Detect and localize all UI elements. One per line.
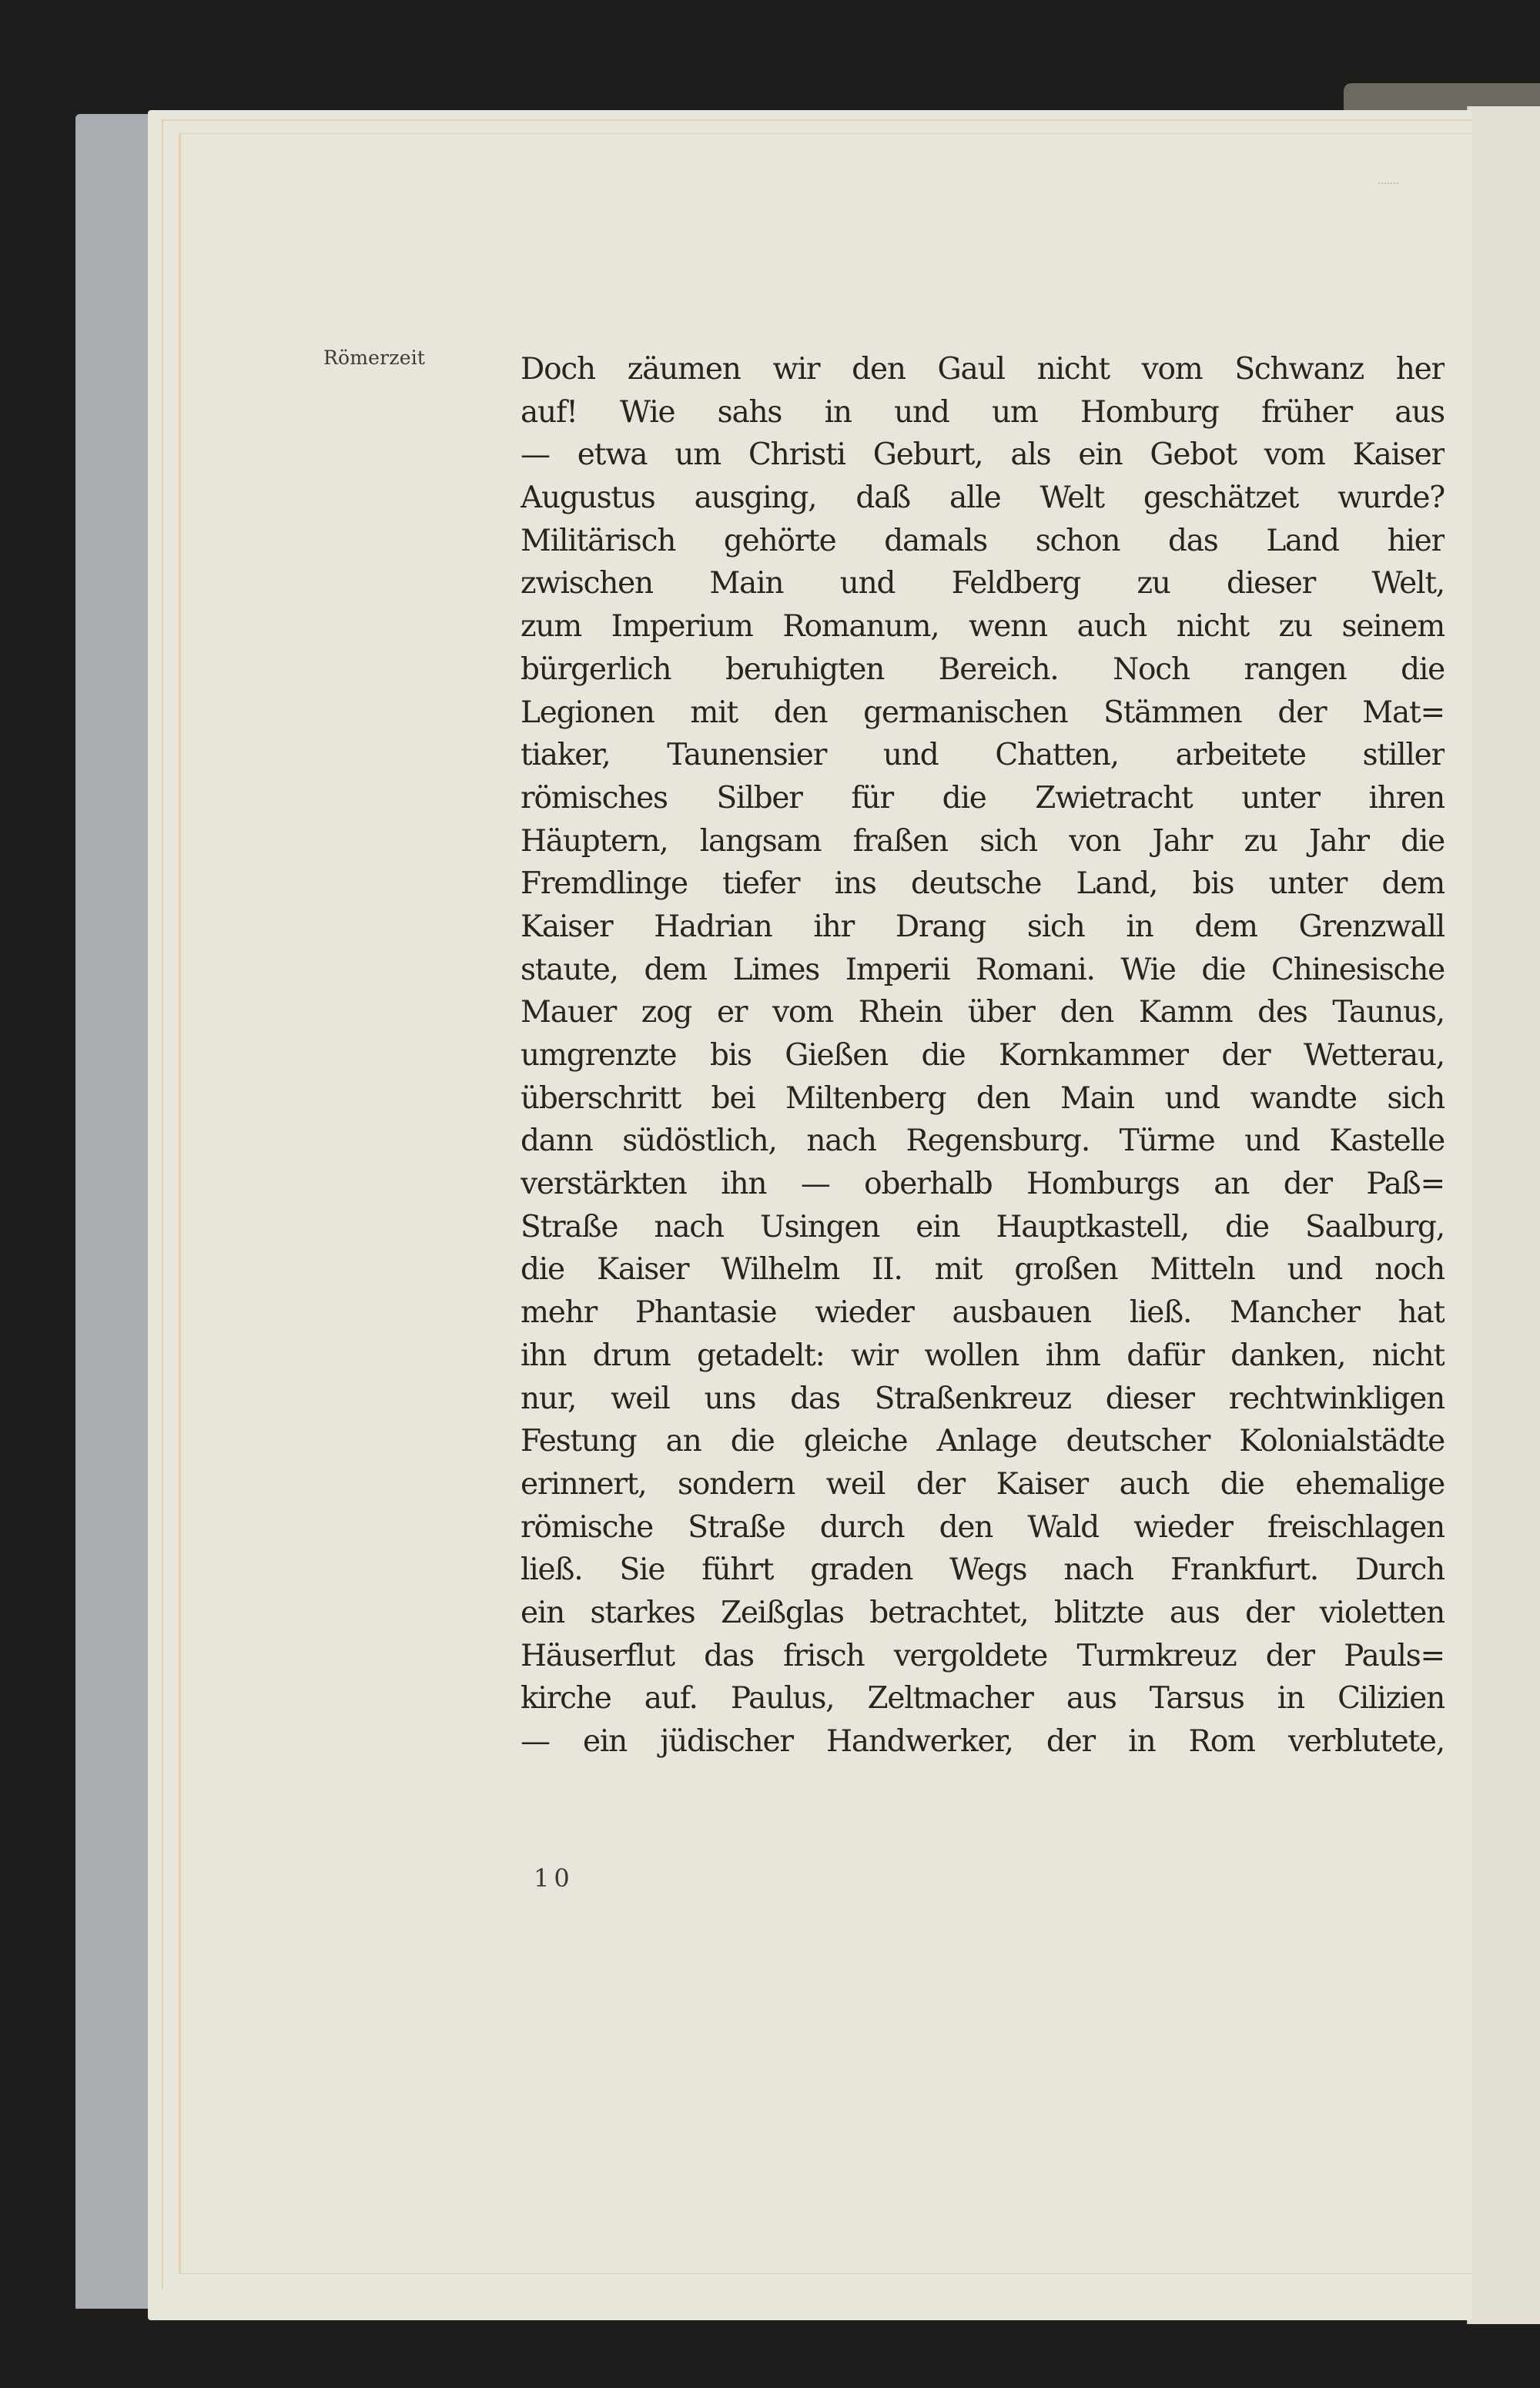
- next-page-edge: [1467, 106, 1540, 2324]
- text-line: mehr Phantasie wieder ausbauen ließ. Mancher hat: [521, 1295, 1445, 1331]
- text-line: überschritt bei Miltenberg den Main und wandte sich: [521, 1080, 1445, 1116]
- text-line: Doch zäumen wir den Gaul nicht vom Schwanz her: [521, 352, 1445, 387]
- text-line: umgrenzte bis Gießen die Kornkammer der Wetterau,: [521, 1038, 1445, 1073]
- text-line: ihn drum getadelt: wir wollen ihm dafür danken, nicht: [521, 1338, 1445, 1373]
- text-line: erinnert, sondern weil der Kaiser auch die ehemalige: [521, 1466, 1445, 1502]
- text-line: die Kaiser Wilhelm II. mit großen Mitteln und noch: [521, 1252, 1445, 1288]
- text-line: zum Imperium Romanum, wenn auch nicht zu seinem: [521, 609, 1445, 645]
- text-line: zwischen Main und Feldberg zu dieser Welt,: [521, 566, 1445, 601]
- text-line: staute, dem Limes Imperii Romani. Wie die Chinesische: [521, 952, 1445, 987]
- text-line: Mauer zog er vom Rhein über den Kamm des Taunus,: [521, 995, 1445, 1030]
- text-line: Straße nach Usingen ein Hauptkastell, die Saalburg,: [521, 1209, 1445, 1244]
- page-number: 10: [534, 1864, 574, 1893]
- text-line: Häuptern, langsam fraßen sich von Jahr zu Jahr die: [521, 823, 1445, 859]
- text-line: Augustus ausging, daß alle Welt geschätzet wurde?: [521, 481, 1445, 516]
- body-text: [521, 348, 1445, 1763]
- text-line: kirche auf. Paulus, Zeltmacher aus Tarsus in Cilizien: [521, 1681, 1445, 1716]
- pencil-mark: [1378, 173, 1398, 184]
- text-line: dann südöstlich, nach Regensburg. Türme und Kastelle: [521, 1124, 1445, 1159]
- text-line: ließ. Sie führt graden Wegs nach Frankfurt. Durch: [521, 1552, 1445, 1588]
- text-line: Fremdlinge tiefer ins deutsche Land, bis unter dem: [521, 866, 1445, 902]
- margin-heading: Römerzeit: [323, 347, 426, 369]
- text-line: verstärkten ihn — oberhalb Homburgs an der Paß=: [521, 1167, 1445, 1202]
- text-line: römisches Silber für die Zwietracht unter ihren: [521, 780, 1445, 816]
- text-line: auf! Wie sahs in und um Homburg früher aus: [521, 394, 1445, 430]
- text-line: Legionen mit den germanischen Stämmen der Mat=: [521, 695, 1445, 730]
- text-line: Kaiser Hadrian ihr Drang sich in dem Grenzwall: [521, 909, 1445, 944]
- text-line: Militärisch gehörte damals schon das Land hier: [521, 523, 1445, 558]
- text-line: Festung an die gleiche Anlage deutscher Kolonialstädte: [521, 1424, 1445, 1459]
- text-line: ein starkes Zeißglas betrachtet, blitzte aus der violetten: [521, 1595, 1445, 1630]
- text-line: — etwa um Christi Geburt, als ein Gebot vom Kaiser: [521, 437, 1445, 473]
- text-line: Häuserflut das frisch vergoldete Turmkreuz der Pauls=: [521, 1638, 1445, 1673]
- text-line: nur, weil uns das Straßenkreuz dieser rechtwinkligen: [521, 1381, 1445, 1416]
- text-line: — ein jüdischer Handwerker, der in Rom verblutete,: [521, 1724, 1445, 1759]
- endpaper-strip: [75, 114, 149, 2309]
- text-line: tiaker, Taunensier und Chatten, arbeitete stiller: [521, 738, 1445, 773]
- text-line: römische Straße durch den Wald wieder freischlagen: [521, 1509, 1445, 1545]
- text-line: bürgerlich beruhigten Bereich. Noch rangen die: [521, 651, 1445, 687]
